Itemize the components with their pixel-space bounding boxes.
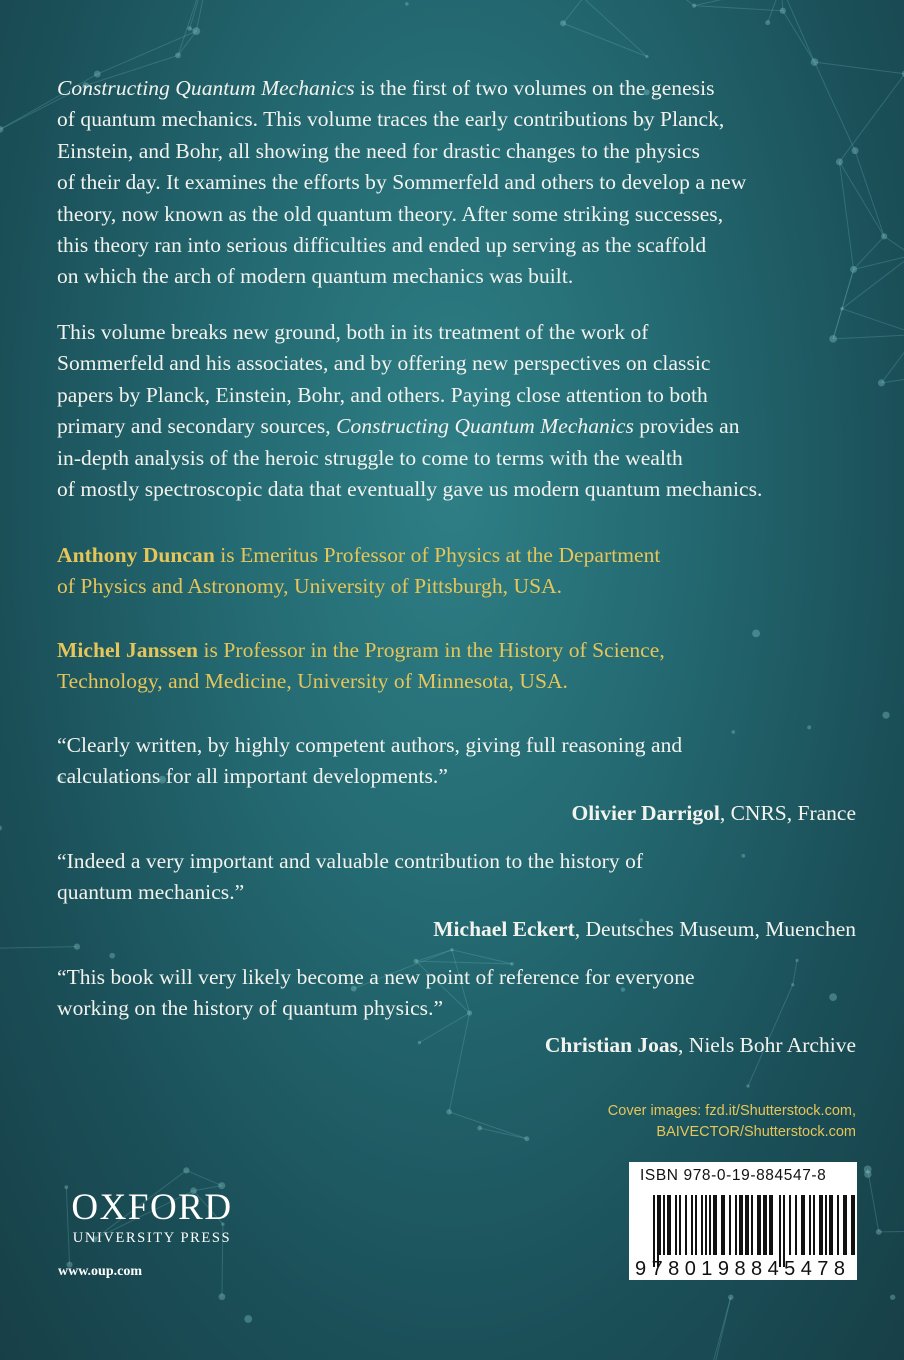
author-bio-janssen: Michel Janssen is Professor in the Program in the History of Science, Technology, and Medicine, University of Minnesota, USA. bbox=[57, 638, 665, 694]
blurb-paragraph-2: This volume breaks new ground, both in its treatment of the work of Sommerfeld and his associates, and by offering new perspectives on classic papers by Planck, Einstein, Bohr, and others. Paying close attention to both primary and secondary sources, Constructing Quantum Mechanics provides an in-depth analysis of the heroic struggle to come to terms with the wealth of mostly spectroscopic data that eventually gave us modern quantum mechanics. bbox=[57, 320, 763, 502]
isbn-label: ISBN 978-0-19-884547-8 bbox=[640, 1167, 827, 1184]
blurb-paragraph-1: Constructing Quantum Mechanics is the first of two volumes on the genesis of quantum mechanics. This volume traces the early contributions by Planck, Einstein, and Bohr, all showing the need for drastic changes to the physics of their day. It examines the efforts by Sommerfeld and others to develop a new theory, now known as the old quantum theory. After some striking successes, this theory ran into serious difficulties and ended up serving as the scaffold on which the arch of modern quantum mechanics was built. bbox=[57, 76, 747, 289]
isbn-barcode bbox=[629, 1162, 857, 1280]
endorsement-quote-2: “Indeed a very important and valuable contribution to the history of quantum mechanics.” bbox=[57, 849, 644, 905]
endorsement-quote-1: “Clearly written, by highly competent authors, giving full reasoning and calculations for all important developments.” bbox=[57, 733, 683, 789]
endorsement-quote-3: “This book will very likely become a new point of reference for everyone working on the history of quantum physics.” bbox=[57, 965, 695, 1021]
author-name: Anthony Duncan bbox=[57, 543, 215, 567]
publisher-website-link[interactable]: www.oup.com bbox=[58, 1264, 143, 1279]
book-title-italic: Constructing Quantum Mechanics bbox=[336, 414, 634, 439]
barcode-digits: 9780198845478 bbox=[635, 1258, 845, 1280]
author-bio-duncan: Anthony Duncan is Emeritus Professor of Physics at the Department of Physics and Astronomy, University of Pittsburgh, USA. bbox=[57, 543, 661, 599]
barcode-graphic bbox=[629, 1191, 857, 1280]
quote-attribution-2: Michael Eckert, Deutsches Museum, Muenchen bbox=[433, 917, 856, 941]
quote-attribution-1: Olivier Darrigol, CNRS, France bbox=[571, 801, 856, 825]
publisher-logo: OXFORD UNIVERSITY PRESS bbox=[71, 1187, 233, 1246]
book-title-italic: Constructing Quantum Mechanics bbox=[57, 76, 355, 100]
quote-attribution-3: Christian Joas, Niels Bohr Archive bbox=[544, 1033, 856, 1057]
author-name: Michel Janssen bbox=[57, 638, 199, 662]
cover-image-credits: Cover images: fzd.it/Shutterstock.com, BAIVECTOR/Shutterstock.com bbox=[607, 1103, 856, 1140]
